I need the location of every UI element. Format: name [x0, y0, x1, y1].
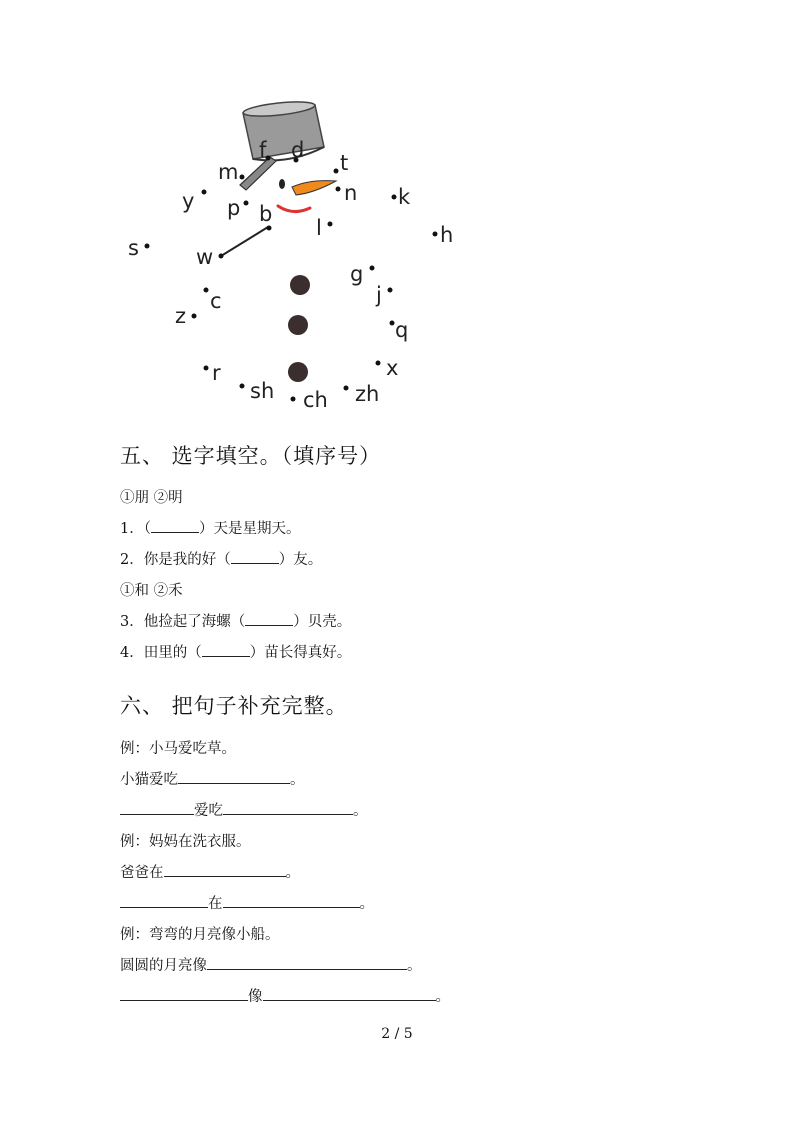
example-1: 例：小马爱吃草。: [120, 741, 236, 757]
answer-blank[interactable]: [178, 769, 290, 784]
section5-question-4: [120, 641, 351, 662]
q1-suffix: ）天是星期天。: [198, 521, 301, 537]
s4-suffix: 。: [359, 896, 374, 912]
section5-title: 五、 选字填空。（填序号）: [120, 444, 382, 468]
sentence-2: [120, 799, 368, 820]
sentence-5: [120, 954, 422, 975]
dot-label-f: f: [259, 138, 267, 162]
dot-label-p: p: [227, 196, 241, 220]
dot-label-r: r: [212, 361, 221, 385]
dot-label-zh: zh: [355, 382, 380, 406]
dot-label-t: t: [340, 151, 349, 175]
example-2: 例：妈妈在洗衣服。: [120, 834, 251, 850]
answer-blank[interactable]: [231, 549, 279, 564]
s3-suffix: 。: [285, 865, 300, 881]
button-icon: [288, 362, 308, 382]
section5-options-1: ①朋 ②明: [120, 490, 183, 506]
dot-label-sh: sh: [250, 379, 275, 403]
q2-prefix: 2．你是我的好（: [120, 552, 231, 568]
snowman-dot-to-dot-figure: [110, 95, 480, 415]
dot-label-q: q: [395, 318, 409, 342]
answer-blank[interactable]: [164, 862, 286, 877]
dot-label-d: d: [291, 138, 305, 162]
eye-icon: [279, 179, 285, 189]
example-3: 例：弯弯的月亮像小船。: [120, 927, 280, 943]
s1-prefix: 小猫爱吃: [120, 772, 178, 788]
answer-blank[interactable]: [223, 893, 360, 908]
dot-label-z: z: [175, 304, 187, 328]
dot-label-g: g: [350, 262, 364, 286]
s6-mid: 像: [248, 989, 263, 1005]
s5-prefix: 圆圆的月亮像: [120, 958, 207, 974]
section5-options-2: ①和 ②禾: [120, 583, 183, 599]
dot-label-j: j: [376, 283, 382, 307]
dot-label-ch: ch: [303, 388, 328, 412]
answer-blank[interactable]: [120, 986, 248, 1001]
q4-suffix: ）苗长得真好。: [249, 645, 352, 661]
answer-blank[interactable]: [120, 800, 194, 815]
answer-blank[interactable]: [263, 986, 436, 1001]
dot-label-y: y: [182, 189, 195, 213]
button-icon: [290, 275, 310, 295]
sentence-1: [120, 768, 305, 789]
q1-prefix: 1．（: [120, 521, 151, 537]
sentence-4: [120, 892, 374, 913]
dot-label-k: k: [398, 185, 411, 209]
q2-suffix: ）友。: [278, 552, 323, 568]
s6-suffix: 。: [435, 989, 450, 1005]
dot-label-h: h: [440, 223, 454, 247]
answer-blank[interactable]: [223, 800, 353, 815]
dot-label-w: w: [196, 245, 214, 269]
dot-label-s: s: [128, 236, 139, 260]
answer-blank[interactable]: [245, 611, 293, 626]
answer-blank[interactable]: [151, 518, 199, 533]
answer-blank[interactable]: [202, 642, 250, 657]
dot-label-l: l: [316, 216, 322, 240]
snowman-illustration: [110, 95, 480, 415]
dot-label-m: m: [218, 160, 239, 184]
mouth-icon: [278, 206, 310, 212]
carrot-nose-icon: [292, 181, 336, 195]
section5-question-3: [120, 610, 351, 631]
sentence-3: [120, 861, 300, 882]
s4-mid: 在: [208, 896, 223, 912]
s5-suffix: 。: [407, 958, 422, 974]
answer-blank[interactable]: [207, 955, 407, 970]
q3-prefix: 3．他捡起了海螺（: [120, 614, 246, 630]
s2-suffix: 。: [353, 803, 368, 819]
bucket-hat-icon: [240, 99, 324, 190]
q3-suffix: ）贝壳。: [293, 614, 352, 630]
s2-mid: 爱吃: [194, 803, 223, 819]
q4-prefix: 4．田里的（: [120, 645, 202, 661]
answer-blank[interactable]: [120, 893, 208, 908]
section6-title: 六、 把句子补充完整。: [120, 694, 348, 718]
dot-label-n: n: [344, 181, 358, 205]
dot-label-c: c: [210, 289, 222, 313]
page-number: 2 / 5: [381, 1026, 413, 1042]
s3-prefix: 爸爸在: [120, 865, 164, 881]
button-icon: [288, 315, 308, 335]
dot-label-x: x: [386, 356, 399, 380]
section5-question-1: [120, 517, 300, 538]
connecting-line: [221, 227, 268, 256]
section5-question-2: [120, 548, 322, 569]
sentence-6: [120, 985, 450, 1006]
dot-label-b: b: [259, 202, 273, 226]
s1-suffix: 。: [290, 772, 305, 788]
